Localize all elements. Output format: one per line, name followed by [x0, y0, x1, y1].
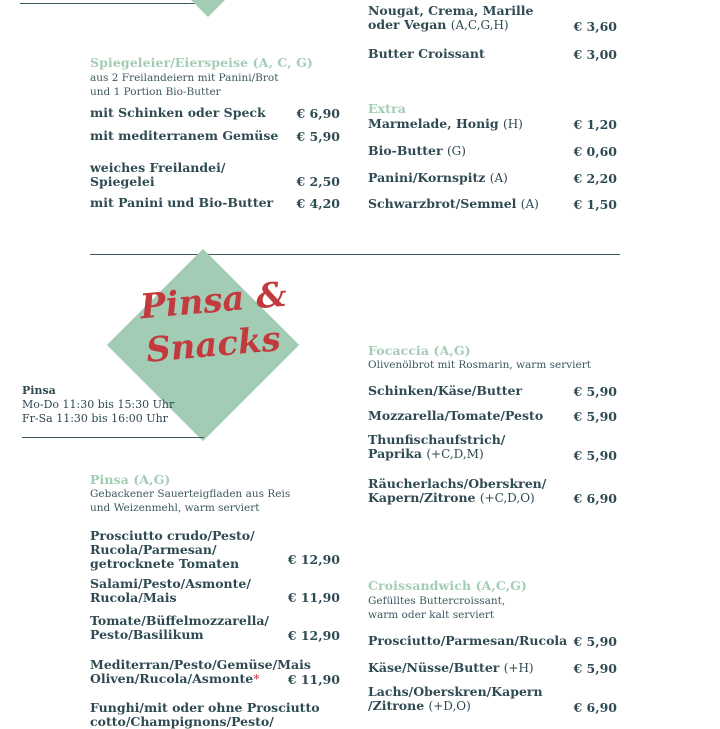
menu-item: mit Panini und Bio-Butter [90, 195, 274, 210]
croissant-item-butter: Butter Croissant [368, 46, 485, 61]
menu-item: Mediterran/Pesto/Gemüse/Mais Oliven/Rucola/Asmonte* [90, 657, 311, 686]
croissandwich-description: Gefülltes Buttercroissant, warm oder kalt serviert [368, 595, 506, 621]
item-price: € 5,90 [573, 634, 617, 649]
item-price: € 2,20 [573, 171, 617, 186]
menu-item: Prosciutto/Parmesan/Rucola [368, 633, 568, 648]
item-price: € 3,00 [573, 47, 617, 62]
item-price: € 5,90 [573, 448, 617, 463]
menu-item: weiches Freilandei/ Spiegelei [90, 160, 226, 189]
item-price: € 1,20 [573, 117, 617, 132]
banner-title-line2: Snacks [144, 319, 283, 371]
item-price: € 12,90 [287, 628, 340, 643]
item-price: € 2,50 [296, 174, 340, 189]
item-price: € 5,90 [573, 384, 617, 399]
asterisk-mark: * [253, 671, 260, 686]
top-divider [20, 3, 200, 4]
menu-item: Prosciutto crudo/Pesto/ Rucola/Parmesan/ getrocknete Tomaten [90, 528, 255, 571]
menu-item: Käse/Nüsse/Butter (+H) [368, 660, 534, 675]
menu-item: Thunfischaufstrich/ Paprika (+C,D,M) [368, 432, 506, 461]
hours-divider [22, 437, 204, 438]
item-price: € 1,50 [573, 197, 617, 212]
focaccia-description: Olivenölbrot mit Rosmarin, warm serviert [368, 359, 591, 371]
menu-item: Funghi/mit oder ohne Prosciutto cotto/Champignons/Pesto/ [90, 700, 320, 729]
menu-item: Räucherlachs/Oberskren/ Kapern/Zitrone (+C,D,O) [368, 476, 547, 505]
item-price: € 6,90 [296, 106, 340, 121]
item-price: € 5,90 [573, 409, 617, 424]
pinsa-section-title: Pinsa (A,G) [90, 472, 171, 487]
section-divider [90, 254, 620, 255]
menu-item: Panini/Kornspitz (A) [368, 170, 508, 185]
hours-line: Mo-Do 11:30 bis 15:30 Uhr [22, 398, 175, 411]
item-price: € 6,90 [573, 700, 617, 715]
top-diamond-ornament [191, 0, 225, 17]
croissant-item-sweet: Nougat, Crema, Marille oder Vegan (A,C,G,H) [368, 3, 534, 32]
item-price: € 4,20 [296, 196, 340, 211]
menu-item: Tomate/Büffelmozzarella/ Pesto/Basilikum [90, 613, 269, 642]
menu-item: Salami/Pesto/Asmonte/ Rucola/Mais [90, 576, 251, 605]
hours-title: Pinsa [22, 384, 56, 397]
menu-item: Mozzarella/Tomate/Pesto [368, 408, 544, 423]
menu-item: Marmelade, Honig (H) [368, 116, 523, 131]
extra-section-title: Extra [368, 101, 406, 116]
item-price: € 6,90 [573, 491, 617, 506]
croissandwich-section-title: Croissandwich (A,C,G) [368, 578, 527, 593]
hours-line: Fr-Sa 11:30 bis 16:00 Uhr [22, 412, 168, 425]
banner-title-line1: Pinsa & [138, 274, 289, 328]
item-price: € 0,60 [573, 144, 617, 159]
eggs-section-title: Spiegeleier/Eierspeise (A, C, G) [90, 55, 313, 70]
menu-item: Schinken/Käse/Butter [368, 383, 523, 398]
menu-item: Bio-Butter (G) [368, 143, 466, 158]
item-price: € 3,60 [573, 19, 617, 34]
menu-item: Lachs/Oberskren/Kapern /Zitrone (+D,O) [368, 684, 543, 713]
pinsa-description: Gebackener Sauerteigfladen aus Reis und Weizenmehl, warm serviert [90, 488, 291, 514]
menu-item: mit mediterranem Gemüse [90, 128, 279, 143]
item-price: € 12,90 [287, 552, 340, 567]
focaccia-section-title: Focaccia (A,G) [368, 343, 471, 358]
menu-item: mit Schinken oder Speck [90, 105, 266, 120]
item-price: € 5,90 [296, 129, 340, 144]
item-price: € 5,90 [573, 661, 617, 676]
eggs-description: aus 2 Freilandeiern mit Panini/Brot und 1 Portion Bio-Butter [90, 72, 279, 98]
item-price: € 11,90 [287, 590, 340, 605]
menu-item: Schwarzbrot/Semmel (A) [368, 196, 539, 211]
item-price: € 11,90 [287, 672, 340, 687]
